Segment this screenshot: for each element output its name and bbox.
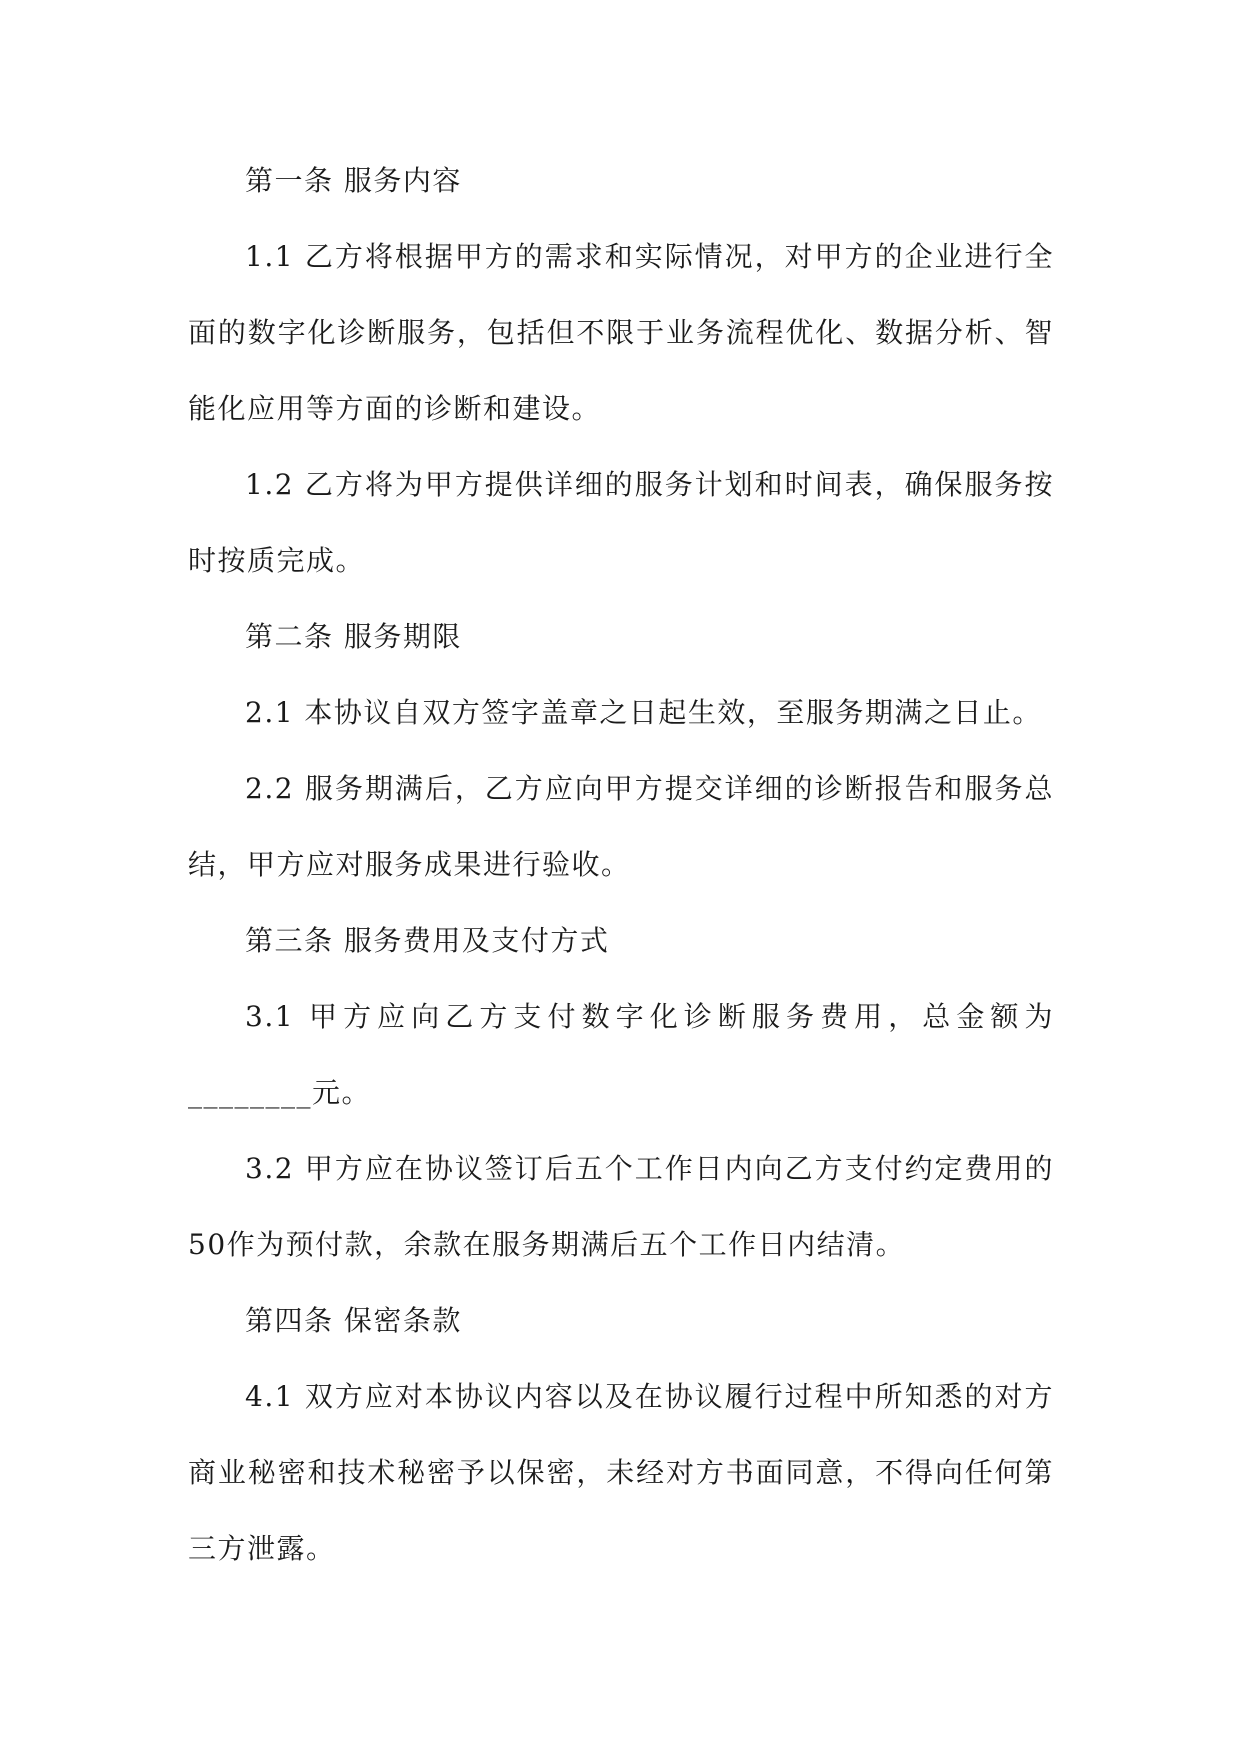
clause-3-1: 3.1 甲方应向乙方支付数字化诊断服务费用，总金额为________元。 bbox=[188, 1000, 1054, 1109]
section-heading-1: 第一条 服务内容 bbox=[245, 164, 462, 197]
clause-2-2: 2.2 服务期满后，乙方应向甲方提交详细的诊断报告和服务总结，甲方应对服务成果进行验收。 bbox=[188, 772, 1054, 881]
clause-2-1: 2.1 本协议自双方签字盖章之日起生效，至服务期满之日止。 bbox=[245, 696, 1042, 729]
section-heading-4: 第四条 保密条款 bbox=[245, 1304, 462, 1337]
clause-4-1: 4.1 双方应对本协议内容以及在协议履行过程中所知悉的对方商业秘密和技术秘密予以保密，未经对方书面同意，不得向任何第三方泄露。 bbox=[188, 1380, 1054, 1565]
section-heading-2: 第二条 服务期限 bbox=[245, 620, 462, 653]
section-heading-3: 第三条 服务费用及支付方式 bbox=[245, 924, 610, 957]
clause-1-2: 1.2 乙方将为甲方提供详细的服务计划和时间表，确保服务按时按质完成。 bbox=[188, 468, 1054, 577]
document-body bbox=[188, 143, 1054, 1587]
clause-1-1: 1.1 乙方将根据甲方的需求和实际情况，对甲方的企业进行全面的数字化诊断服务，包括但不限于业务流程优化、数据分析、智能化应用等方面的诊断和建设。 bbox=[188, 240, 1054, 425]
clause-3-2: 3.2 甲方应在协议签订后五个工作日内向乙方支付约定费用的50作为预付款，余款在服务期满后五个工作日内结清。 bbox=[188, 1152, 1054, 1261]
